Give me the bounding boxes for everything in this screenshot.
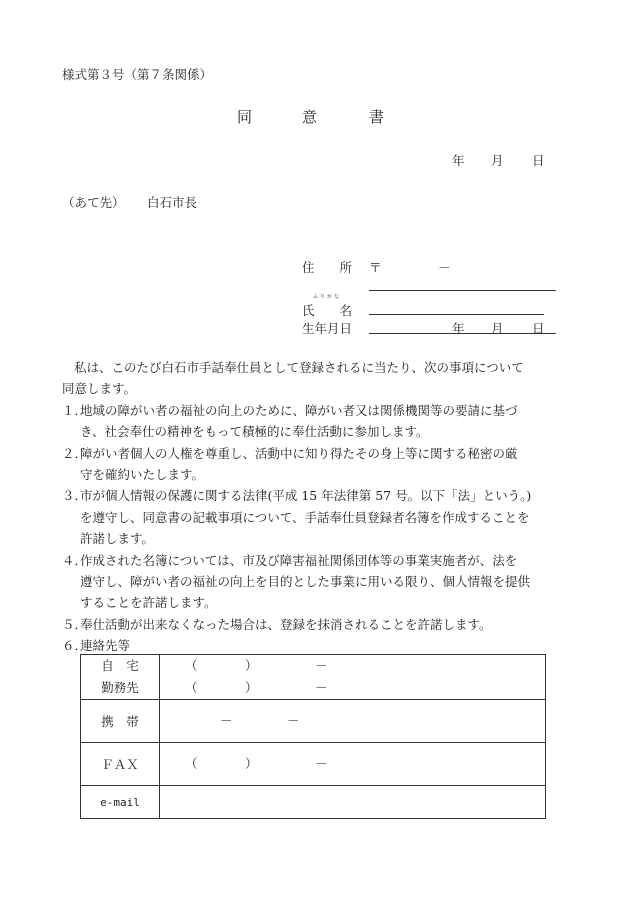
- intro-line-1: 私は、このたび白石市手話奉仕員として登録されるに当たり、次の事項について: [74, 360, 524, 375]
- work-phone-field[interactable]: [160, 677, 545, 699]
- contact-row-fax: [81, 743, 546, 786]
- mobile-label: 携 帯: [81, 700, 160, 743]
- birth-label: 生年月日: [302, 321, 353, 336]
- item-line: 奉仕活動が出来なくなった場合は、登録を抹消されることを許諾します。: [80, 616, 492, 632]
- birth-day: 日: [532, 321, 545, 336]
- item-number: ２．: [62, 445, 88, 461]
- dash: －: [220, 713, 233, 728]
- form-label: 様式第３号（第７条関係）: [62, 67, 213, 82]
- consent-item-4: [62, 550, 562, 614]
- item-number: ５．: [62, 616, 88, 632]
- postal-mark: 〒: [369, 260, 382, 275]
- intro-line-2: 同意します。: [62, 381, 137, 397]
- contact-row-mobile: [81, 700, 546, 743]
- item-number: ６．: [62, 638, 88, 654]
- date-day: 日: [532, 153, 545, 168]
- item-line: 市が個人情報の保護に関する法律(平成 15 年法律第 57 号。以下「法」という。): [80, 488, 532, 504]
- birth-month: 月: [491, 321, 504, 336]
- close-paren: ）: [245, 680, 258, 695]
- item-line: き、社会奉仕の精神をもって積極的に奉仕活動に参加します。: [80, 424, 429, 440]
- dash: －: [315, 680, 328, 695]
- dash: －: [287, 713, 300, 728]
- home-label: 自 宅: [101, 658, 139, 673]
- item-line: 作成された名簿については、市及び障害福祉関係団体等の事業実施者が、法を: [80, 552, 518, 568]
- item-line: 許諾します。: [80, 531, 155, 547]
- name-label: 氏 名: [302, 303, 353, 318]
- dash: －: [315, 756, 328, 771]
- email-field[interactable]: [160, 786, 546, 819]
- mobile-field[interactable]: [160, 710, 545, 732]
- home-phone-field[interactable]: [160, 655, 545, 677]
- item-number: １．: [62, 402, 88, 418]
- consent-item-2: [62, 443, 562, 486]
- consent-item-1: [62, 400, 562, 443]
- address-line[interactable]: [369, 290, 556, 291]
- item-number: ４．: [62, 552, 88, 568]
- name-line[interactable]: [369, 314, 544, 315]
- dash: －: [315, 658, 328, 673]
- consent-item-3: [62, 485, 562, 549]
- item-line: を遵守し、同意書の記載事項について、手話奉仕員登録者名簿を作成することを: [80, 509, 530, 525]
- open-paren: （: [185, 756, 198, 771]
- addressee-prefix: （あて先）: [62, 195, 125, 210]
- item-line: 遵守し、障がい者の福祉の向上を目的とした事業に用いる限り、個人情報を提供: [80, 574, 531, 590]
- consent-item-5: [62, 614, 562, 635]
- work-label: 勤務先: [101, 680, 139, 695]
- birth-year: 年: [452, 321, 465, 336]
- open-paren: （: [185, 658, 198, 673]
- title-char-2: 意: [302, 108, 318, 126]
- fax-field[interactable]: [160, 753, 545, 775]
- item-number: ３．: [62, 488, 88, 504]
- postal-dash: －: [438, 260, 451, 275]
- close-paren: ）: [245, 658, 258, 673]
- item-line: 連絡先等: [80, 638, 131, 654]
- addressee-name: 白石市長: [147, 195, 198, 210]
- item-line: 地域の障がい者の福祉の向上のために、障がい者又は関係機関等の要請に基づ: [80, 402, 518, 418]
- title-char-3: 書: [369, 108, 385, 126]
- contact-table: [80, 654, 546, 819]
- email-label: e-mail: [81, 786, 160, 819]
- address-label: 住 所: [302, 260, 353, 275]
- name-furigana: ふりがな: [313, 294, 342, 300]
- date-month: 月: [491, 153, 504, 168]
- title-char-1: 同: [237, 108, 253, 126]
- item-line: 障がい者個人の人権を尊重し、活動中に知り得たその身上等に関する秘密の厳: [80, 445, 518, 461]
- consent-text: [62, 357, 562, 657]
- date-year: 年: [452, 153, 465, 168]
- fax-label: ＦＡＸ: [81, 743, 160, 786]
- contact-row-email: [81, 786, 546, 819]
- item-line: 守を確約いたします。: [80, 467, 205, 483]
- close-paren: ）: [245, 756, 258, 771]
- open-paren: （: [185, 680, 198, 695]
- contact-row-phones: [81, 655, 546, 700]
- item-line: することを許諾します。: [80, 595, 217, 611]
- birth-line[interactable]: [369, 333, 556, 334]
